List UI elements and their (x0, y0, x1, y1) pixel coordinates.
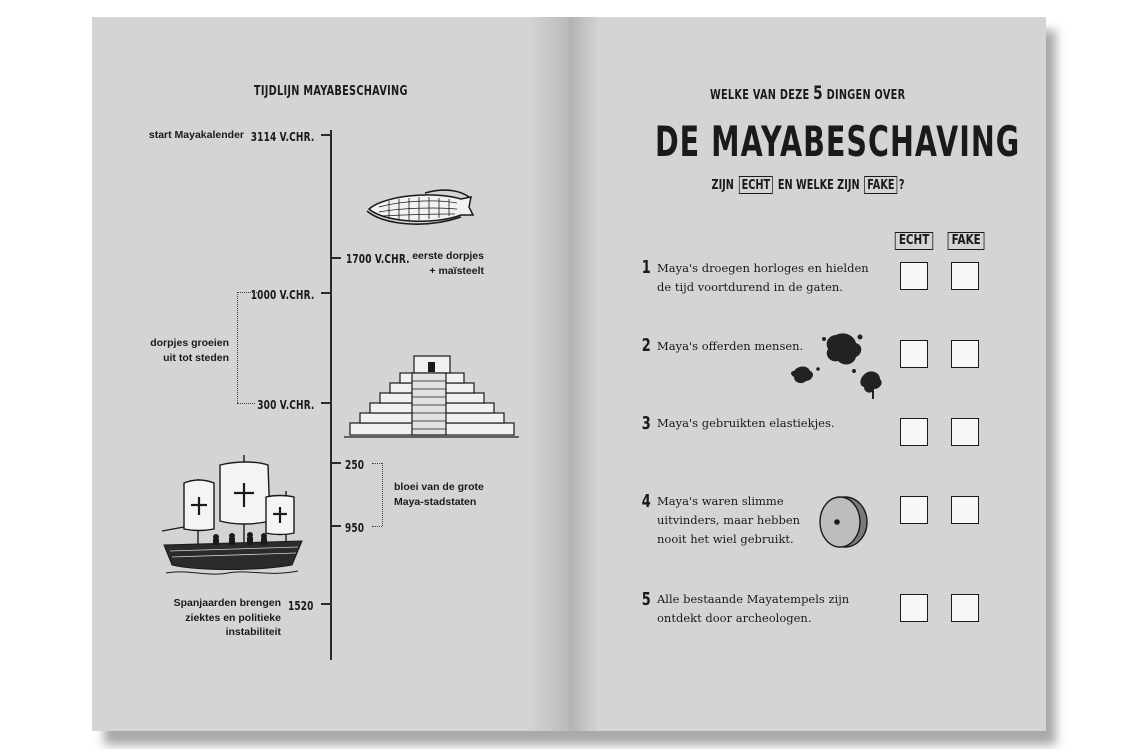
left-page (92, 17, 569, 731)
timeline-title: TIJDLIJN MAYABESCHAVING (253, 83, 408, 99)
stone-wheel-icon (815, 495, 871, 551)
column-header-echt: ECHT (890, 229, 934, 250)
checkbox-fake-1[interactable] (951, 262, 979, 290)
tick-1520 (321, 603, 331, 605)
event-label-1520: Spanjaarden brengen ziektes en politieke instabiliteit (173, 597, 281, 638)
year-950: 950 (345, 520, 365, 535)
tick-250 (331, 462, 341, 464)
fake-box-label: FAKE (864, 176, 897, 194)
checkbox-fake-5[interactable] (951, 594, 979, 622)
checkbox-fake-3[interactable] (951, 418, 979, 446)
column-header-fake: FAKE (943, 229, 987, 250)
year-300: 300 V.CHR. (256, 397, 314, 412)
quiz-heading: WELKE VAN DEZE 5 DINGEN OVER (709, 82, 906, 104)
tick-1700 (331, 257, 341, 259)
checkbox-echt-2[interactable] (900, 340, 928, 368)
checkbox-fake-2[interactable] (951, 340, 979, 368)
question-number-4: 4 (641, 491, 651, 512)
echt-box-label: ECHT (738, 176, 772, 194)
quiz-title: DE MAYABESCHAVING (654, 117, 1021, 166)
question-number-3: 3 (641, 413, 651, 434)
tick-300 (321, 402, 331, 404)
year-1000: 1000 V.CHR. (250, 287, 314, 302)
question-number-2: 2 (641, 335, 651, 356)
question-text-1: Maya's droegen horloges en hielden de tijd voortdurend in de gaten. (657, 261, 869, 294)
checkbox-echt-3[interactable] (900, 418, 928, 446)
question-text-3: Maya's gebruikten elastiekjes. (657, 416, 835, 430)
range-label-cities: dorpjes groeien uit tot steden (150, 337, 229, 364)
question-text-4: Maya's waren slimme uitvinders, maar hebben nooit het wiel gebruikt. (657, 494, 801, 546)
checkbox-echt-1[interactable] (900, 262, 928, 290)
sailing-ship-icon (158, 453, 308, 583)
tick-950 (331, 525, 341, 527)
question-text-5: Alle bestaande Mayatempels zijn ontdekt door archeologen. (657, 592, 850, 625)
maya-pyramid-icon (344, 351, 519, 439)
year-250: 250 (345, 457, 365, 472)
question-number-5: 5 (641, 589, 651, 610)
checkbox-fake-4[interactable] (951, 496, 979, 524)
year-3114: 3114 V.CHR. (250, 129, 314, 144)
question-number-1: 1 (641, 257, 651, 278)
range-label-bloom: bloei van de grote Maya-stadstaten (394, 481, 484, 508)
right-page (569, 17, 1046, 731)
checkbox-echt-5[interactable] (900, 594, 928, 622)
timeline-axis (330, 130, 332, 660)
event-label-3114: start Mayakalender (148, 129, 244, 141)
checkbox-echt-4[interactable] (900, 496, 928, 524)
year-1520: 1520 (288, 598, 314, 613)
quiz-subtitle: ZIJN ECHT EN WELKE ZIJN FAKE ? (711, 177, 904, 193)
question-text-2: Maya's offerden mensen. (657, 339, 804, 353)
blood-splatter-icon (788, 329, 890, 401)
corn-cob-icon (365, 185, 475, 231)
year-1700: 1700 V.CHR. (346, 251, 410, 266)
tick-3114 (321, 134, 331, 136)
tick-1000 (321, 292, 331, 294)
event-label-1700: eerste dorpjes + maïsteelt (412, 250, 484, 277)
